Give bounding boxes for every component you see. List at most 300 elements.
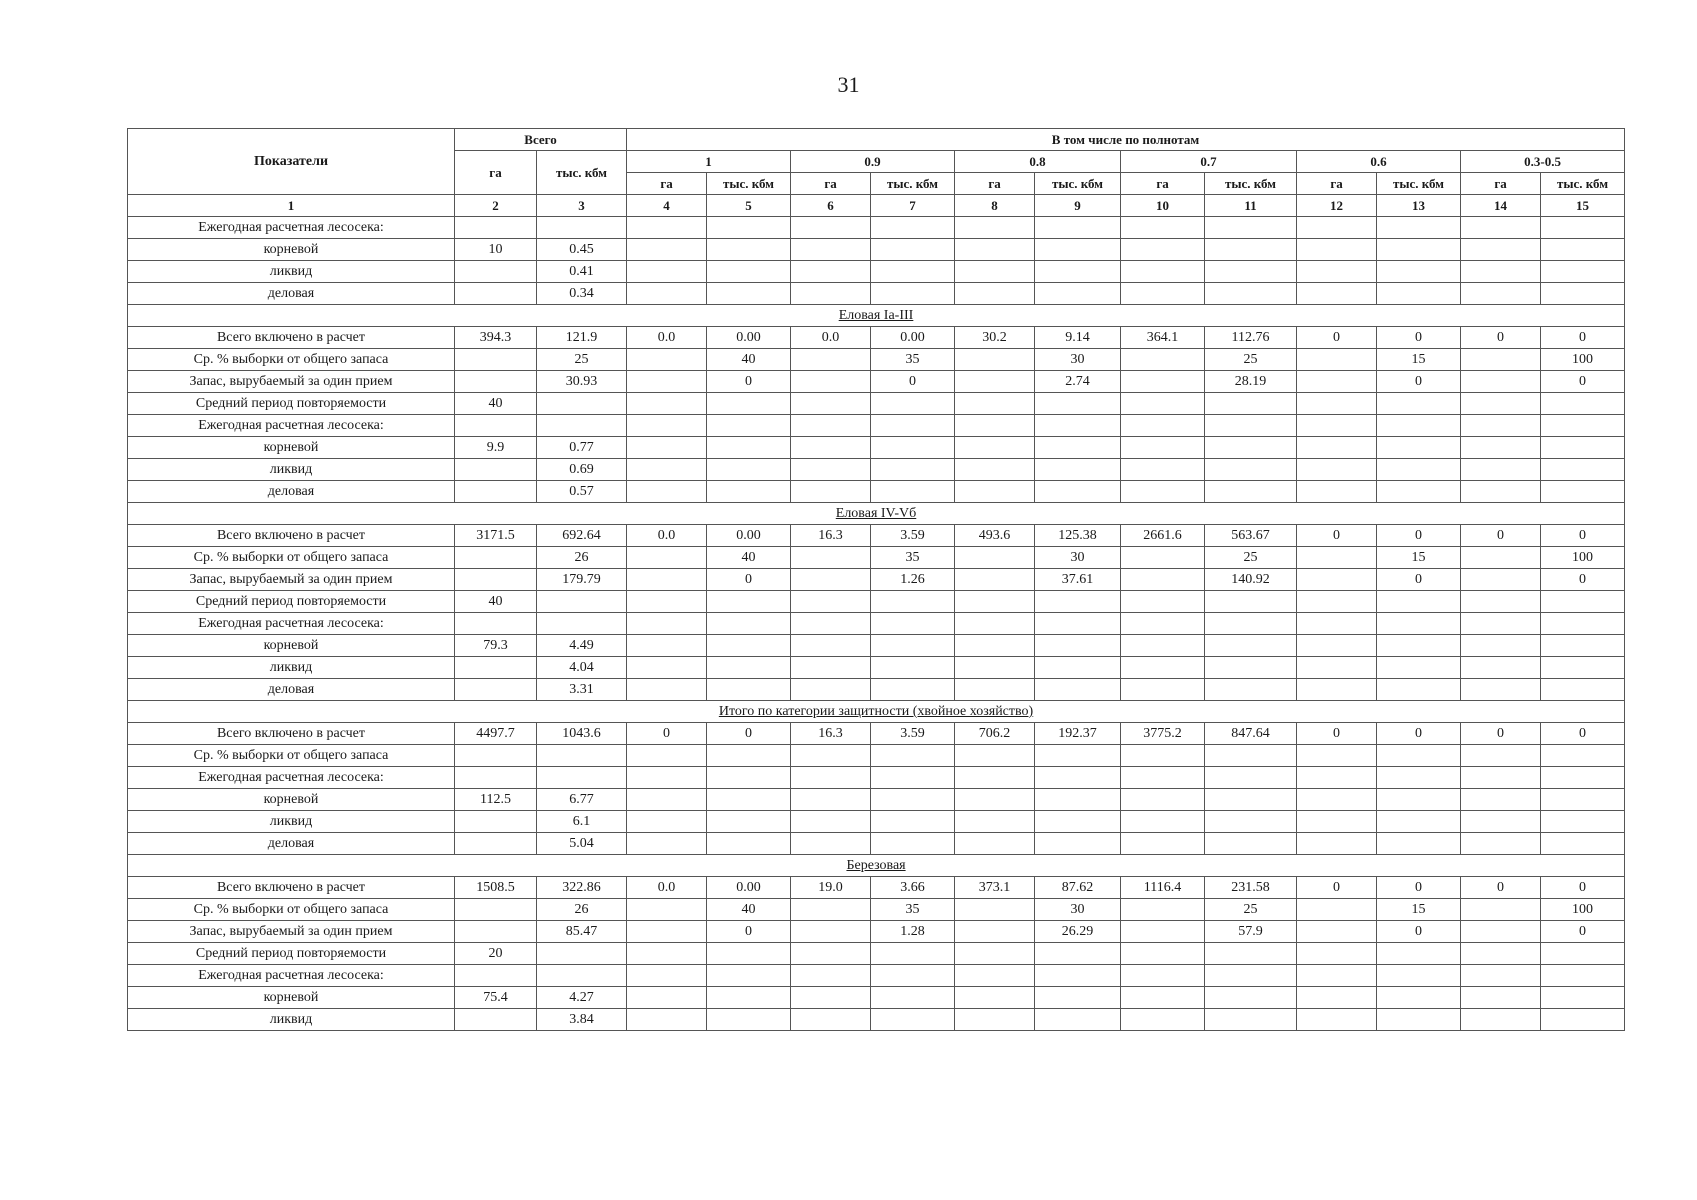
table-cell <box>1121 459 1205 481</box>
page-number: 31 <box>837 72 860 97</box>
column-number: 2 <box>455 195 537 217</box>
table-cell: 847.64 <box>1205 723 1297 745</box>
row-label: Всего включено в расчет <box>128 327 455 349</box>
table-cell <box>1297 811 1377 833</box>
table-cell <box>707 987 791 1009</box>
table-cell <box>1121 789 1205 811</box>
table-cell: 40 <box>707 547 791 569</box>
column-number: 10 <box>1121 195 1205 217</box>
table-cell <box>1035 261 1121 283</box>
table-cell: 0 <box>707 371 791 393</box>
table-cell: 5.04 <box>537 833 627 855</box>
section-header-row <box>128 503 1625 525</box>
table-row <box>128 877 1625 899</box>
table-cell <box>537 965 627 987</box>
table-cell <box>1461 547 1541 569</box>
header-unit-ha: га <box>1461 173 1541 195</box>
table-cell <box>955 481 1035 503</box>
table-cell: 37.61 <box>1035 569 1121 591</box>
table-row <box>128 239 1625 261</box>
header-density-1: 1 <box>627 151 791 173</box>
table-cell <box>1121 437 1205 459</box>
row-label: корневой <box>128 437 455 459</box>
table-cell <box>1121 349 1205 371</box>
table-cell <box>1461 745 1541 767</box>
table-cell: 0 <box>627 723 707 745</box>
table-cell: 0 <box>1541 921 1625 943</box>
column-number-row <box>128 195 1625 217</box>
table-cell <box>455 657 537 679</box>
table-cell <box>791 767 871 789</box>
table-row <box>128 261 1625 283</box>
table-cell <box>707 613 791 635</box>
table-cell: 140.92 <box>1205 569 1297 591</box>
table-cell <box>1205 657 1297 679</box>
header-by-density: В том числе по полнотам <box>627 129 1625 151</box>
table-cell <box>1377 657 1461 679</box>
table-cell <box>455 833 537 855</box>
table-cell <box>1121 657 1205 679</box>
table-cell: 0.34 <box>537 283 627 305</box>
table-cell <box>1121 965 1205 987</box>
table-cell <box>1461 239 1541 261</box>
table-row <box>128 283 1625 305</box>
table-cell: 19.0 <box>791 877 871 899</box>
table-cell <box>871 217 955 239</box>
table-cell <box>871 481 955 503</box>
row-label: корневой <box>128 987 455 1009</box>
table-cell <box>871 987 955 1009</box>
table-cell <box>1541 261 1625 283</box>
row-label: деловая <box>128 481 455 503</box>
row-label: Ср. % выборки от общего запаса <box>128 745 455 767</box>
table-cell <box>1121 943 1205 965</box>
table-cell <box>1121 283 1205 305</box>
table-cell <box>1297 833 1377 855</box>
table-cell <box>871 393 955 415</box>
row-label: ликвид <box>128 657 455 679</box>
row-label: Всего включено в расчет <box>128 723 455 745</box>
header-density-0-6: 0.6 <box>1297 151 1461 173</box>
table-cell <box>1035 283 1121 305</box>
table-cell <box>791 393 871 415</box>
table-cell <box>707 745 791 767</box>
table-cell <box>1461 899 1541 921</box>
table-cell <box>791 415 871 437</box>
table-cell <box>871 833 955 855</box>
table-cell <box>1205 393 1297 415</box>
table-row <box>128 789 1625 811</box>
table-cell <box>791 261 871 283</box>
table-cell <box>1461 833 1541 855</box>
table-cell <box>955 349 1035 371</box>
table-cell: 0 <box>1377 877 1461 899</box>
table-cell <box>871 415 955 437</box>
table-cell <box>1035 393 1121 415</box>
table-cell <box>627 371 707 393</box>
table-cell <box>955 833 1035 855</box>
table-cell <box>955 767 1035 789</box>
table-cell <box>627 547 707 569</box>
row-label: корневой <box>128 239 455 261</box>
table-cell <box>1035 745 1121 767</box>
table-cell: 0 <box>1541 327 1625 349</box>
table-cell <box>707 393 791 415</box>
table-row <box>128 613 1625 635</box>
table-cell: 2661.6 <box>1121 525 1205 547</box>
table-cell <box>955 745 1035 767</box>
table-row <box>128 899 1625 921</box>
table-cell <box>455 371 537 393</box>
column-number: 15 <box>1541 195 1625 217</box>
table-cell <box>871 789 955 811</box>
table-cell <box>707 261 791 283</box>
table-cell <box>627 437 707 459</box>
table-cell: 26 <box>537 899 627 921</box>
table-cell <box>791 899 871 921</box>
table-cell <box>627 789 707 811</box>
table-cell <box>955 899 1035 921</box>
table-cell: 0 <box>1297 327 1377 349</box>
table-cell <box>871 965 955 987</box>
table-cell <box>871 437 955 459</box>
table-cell <box>1035 811 1121 833</box>
table-cell <box>871 591 955 613</box>
table-cell <box>871 943 955 965</box>
table-cell <box>1461 569 1541 591</box>
table-cell <box>955 239 1035 261</box>
table-cell: 706.2 <box>955 723 1035 745</box>
table-cell <box>1035 239 1121 261</box>
table-cell <box>1121 745 1205 767</box>
table-cell: 30 <box>1035 899 1121 921</box>
column-number: 3 <box>537 195 627 217</box>
table-cell <box>1377 261 1461 283</box>
table-cell: 563.67 <box>1205 525 1297 547</box>
table-cell: 112.5 <box>455 789 537 811</box>
table-cell <box>1377 789 1461 811</box>
table-cell: 3775.2 <box>1121 723 1205 745</box>
table-cell <box>1541 613 1625 635</box>
table-cell <box>1297 679 1377 701</box>
table-cell <box>791 745 871 767</box>
table-cell: 0 <box>1377 371 1461 393</box>
table-cell <box>1035 217 1121 239</box>
table-cell <box>1035 415 1121 437</box>
table-cell <box>1377 767 1461 789</box>
table-cell <box>1297 393 1377 415</box>
table-cell <box>955 679 1035 701</box>
header-total-ha: га <box>455 151 537 195</box>
table-cell: 0 <box>1377 327 1461 349</box>
table-cell <box>1035 965 1121 987</box>
table-cell <box>955 393 1035 415</box>
table-cell: 0.0 <box>791 327 871 349</box>
section-title: Еловая Ia-III <box>128 305 1625 327</box>
table-cell <box>955 459 1035 481</box>
table-cell <box>1121 1009 1205 1031</box>
table-cell <box>455 899 537 921</box>
table-cell <box>1541 481 1625 503</box>
table-cell <box>791 1009 871 1031</box>
table-cell <box>1541 283 1625 305</box>
table-cell <box>627 459 707 481</box>
row-label: ликвид <box>128 811 455 833</box>
table-cell <box>1297 217 1377 239</box>
table-cell <box>1121 239 1205 261</box>
table-cell <box>1377 811 1461 833</box>
table-cell <box>1297 569 1377 591</box>
table-cell <box>791 613 871 635</box>
table-cell <box>1205 745 1297 767</box>
table-cell: 75.4 <box>455 987 537 1009</box>
table-cell <box>1121 987 1205 1009</box>
table-cell <box>791 481 871 503</box>
table-cell <box>871 459 955 481</box>
table-row <box>128 767 1625 789</box>
table-cell: 364.1 <box>1121 327 1205 349</box>
table-cell: 0 <box>1461 877 1541 899</box>
table-cell: 100 <box>1541 349 1625 371</box>
table-cell: 0 <box>707 921 791 943</box>
table-cell: 25 <box>1205 349 1297 371</box>
table-cell: 25 <box>1205 547 1297 569</box>
table-cell <box>707 679 791 701</box>
table-cell <box>627 613 707 635</box>
table-cell <box>707 811 791 833</box>
table-cell <box>455 569 537 591</box>
row-label: Ежегодная расчетная лесосека: <box>128 415 455 437</box>
table-cell <box>455 745 537 767</box>
table-cell <box>707 217 791 239</box>
table-cell <box>1297 657 1377 679</box>
table-cell <box>455 921 537 943</box>
table-cell <box>1541 767 1625 789</box>
table-cell <box>1541 635 1625 657</box>
table-cell <box>1461 943 1541 965</box>
table-cell <box>1121 613 1205 635</box>
table-row <box>128 437 1625 459</box>
table-cell <box>1205 459 1297 481</box>
table-cell <box>1035 789 1121 811</box>
table-cell <box>1541 657 1625 679</box>
row-label: ликвид <box>128 1009 455 1031</box>
table-cell: 26.29 <box>1035 921 1121 943</box>
table-cell <box>871 635 955 657</box>
table-cell <box>1205 635 1297 657</box>
table-cell: 493.6 <box>955 525 1035 547</box>
table-cell <box>791 921 871 943</box>
table-cell <box>1205 283 1297 305</box>
table-cell <box>1205 833 1297 855</box>
table-cell <box>791 657 871 679</box>
table-cell: 15 <box>1377 349 1461 371</box>
header-density-0-3-0-5: 0.3-0.5 <box>1461 151 1625 173</box>
table-cell <box>1121 393 1205 415</box>
header-unit-vol: тыс. кбм <box>1377 173 1461 195</box>
table-cell <box>1205 261 1297 283</box>
table-cell: 35 <box>871 547 955 569</box>
table-row <box>128 569 1625 591</box>
table-cell <box>1377 745 1461 767</box>
table-cell <box>627 657 707 679</box>
table-cell <box>1461 613 1541 635</box>
header-density-0-7: 0.7 <box>1121 151 1297 173</box>
table-cell <box>1541 415 1625 437</box>
table-cell <box>1461 437 1541 459</box>
table-row <box>128 921 1625 943</box>
document-table-container <box>127 128 1625 1031</box>
table-row <box>128 723 1625 745</box>
table-cell <box>871 613 955 635</box>
table-cell: 87.62 <box>1035 877 1121 899</box>
header-density-0-9: 0.9 <box>791 151 955 173</box>
table-cell <box>1205 437 1297 459</box>
table-cell <box>871 679 955 701</box>
section-header-row <box>128 855 1625 877</box>
table-cell <box>791 679 871 701</box>
table-cell: 0.0 <box>627 877 707 899</box>
table-cell: 125.38 <box>1035 525 1121 547</box>
row-label: деловая <box>128 679 455 701</box>
table-row <box>128 657 1625 679</box>
table-cell: 3.31 <box>537 679 627 701</box>
table-cell <box>955 987 1035 1009</box>
table-cell <box>1205 239 1297 261</box>
row-label: Запас, вырубаемый за один прием <box>128 371 455 393</box>
table-cell <box>455 415 537 437</box>
table-cell <box>627 965 707 987</box>
table-cell: 20 <box>455 943 537 965</box>
table-cell <box>537 393 627 415</box>
table-cell <box>707 635 791 657</box>
table-cell <box>627 217 707 239</box>
table-cell: 6.1 <box>537 811 627 833</box>
table-cell <box>955 613 1035 635</box>
table-cell <box>707 459 791 481</box>
table-cell <box>1461 481 1541 503</box>
table-cell <box>955 921 1035 943</box>
table-cell: 4497.7 <box>455 723 537 745</box>
table-cell: 16.3 <box>791 723 871 745</box>
table-cell <box>1461 987 1541 1009</box>
table-cell: 25 <box>537 349 627 371</box>
table-row <box>128 349 1625 371</box>
table-cell <box>1121 217 1205 239</box>
table-cell <box>1297 415 1377 437</box>
table-cell <box>955 591 1035 613</box>
table-cell <box>455 811 537 833</box>
table-cell <box>1121 415 1205 437</box>
table-cell <box>1297 745 1377 767</box>
table-cell <box>1205 789 1297 811</box>
table-row <box>128 371 1625 393</box>
table-cell <box>1205 217 1297 239</box>
table-cell <box>707 767 791 789</box>
table-cell: 30.2 <box>955 327 1035 349</box>
table-cell <box>1297 261 1377 283</box>
table-cell <box>1461 921 1541 943</box>
table-cell <box>791 811 871 833</box>
table-row <box>128 481 1625 503</box>
table-cell <box>537 767 627 789</box>
table-cell <box>1541 833 1625 855</box>
table-cell <box>1461 283 1541 305</box>
table-cell: 3.59 <box>871 525 955 547</box>
table-cell <box>1461 371 1541 393</box>
table-cell <box>1205 1009 1297 1031</box>
table-cell <box>537 591 627 613</box>
table-cell <box>1541 393 1625 415</box>
table-cell: 2.74 <box>1035 371 1121 393</box>
table-cell <box>1121 833 1205 855</box>
table-cell <box>1297 547 1377 569</box>
table-cell: 0 <box>1377 569 1461 591</box>
table-cell <box>1121 767 1205 789</box>
row-label: Ежегодная расчетная лесосека: <box>128 217 455 239</box>
table-cell <box>1461 679 1541 701</box>
table-cell: 3.84 <box>537 1009 627 1031</box>
table-cell: 30 <box>1035 547 1121 569</box>
table-cell <box>955 965 1035 987</box>
table-cell <box>455 459 537 481</box>
table-cell <box>455 283 537 305</box>
table-cell <box>1461 415 1541 437</box>
header-unit-ha: га <box>1297 173 1377 195</box>
table-cell <box>1035 481 1121 503</box>
table-cell <box>791 217 871 239</box>
table-cell: 0.45 <box>537 239 627 261</box>
table-cell <box>1377 481 1461 503</box>
table-cell <box>955 1009 1035 1031</box>
table-cell: 0.41 <box>537 261 627 283</box>
table-cell <box>1377 635 1461 657</box>
table-cell <box>1461 1009 1541 1031</box>
table-cell: 121.9 <box>537 327 627 349</box>
table-cell <box>1541 591 1625 613</box>
table-cell <box>1461 635 1541 657</box>
table-cell <box>1297 943 1377 965</box>
table-cell <box>1377 591 1461 613</box>
table-cell <box>1377 217 1461 239</box>
table-cell <box>1297 899 1377 921</box>
header-unit-ha: га <box>955 173 1035 195</box>
table-cell <box>1297 481 1377 503</box>
column-number: 14 <box>1461 195 1541 217</box>
row-label: Ср. % выборки от общего запаса <box>128 899 455 921</box>
table-cell <box>1121 481 1205 503</box>
table-cell: 30 <box>1035 349 1121 371</box>
table-cell <box>1541 459 1625 481</box>
table-cell <box>707 481 791 503</box>
table-cell: 0 <box>1461 327 1541 349</box>
table-cell <box>1377 965 1461 987</box>
table-cell: 112.76 <box>1205 327 1297 349</box>
table-cell <box>1541 679 1625 701</box>
table-cell: 4.49 <box>537 635 627 657</box>
table-cell <box>627 679 707 701</box>
table-cell: 0.00 <box>707 525 791 547</box>
table-cell: 40 <box>707 349 791 371</box>
table-cell: 0 <box>1461 723 1541 745</box>
table-cell <box>1377 1009 1461 1031</box>
header-indicators: Показатели <box>128 129 455 195</box>
row-label: Всего включено в расчет <box>128 877 455 899</box>
table-cell: 0 <box>1461 525 1541 547</box>
forest-cutting-table <box>127 128 1625 1031</box>
table-cell: 6.77 <box>537 789 627 811</box>
table-cell <box>1541 745 1625 767</box>
